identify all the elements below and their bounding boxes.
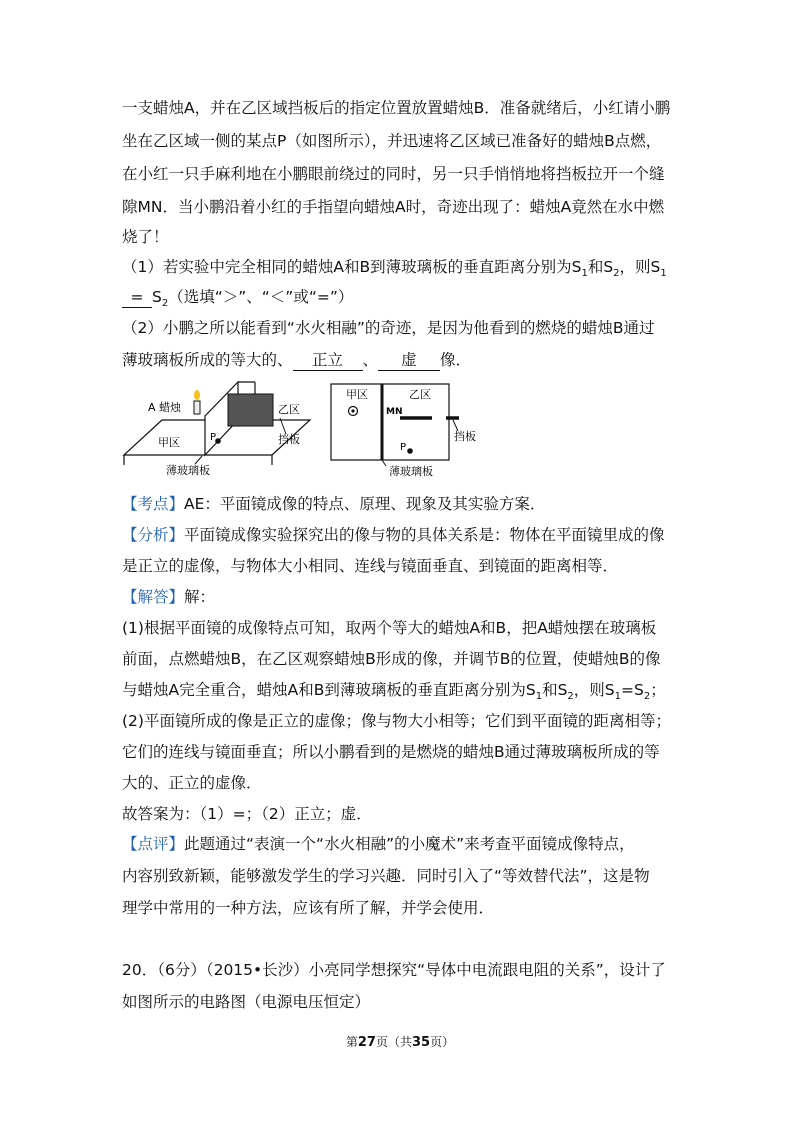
dianping-line-3: 理学中常用的一种方法，应该有所了解，并学会使用．	[122, 899, 495, 917]
intro-line-2: 坐在乙区域一侧的某点P（如图所示），并迅速将乙区域已准备好的蜡烛B点燃，	[122, 132, 662, 150]
footer-text: 第	[345, 1035, 358, 1049]
q2-end: 像．	[440, 351, 472, 369]
jieda-text: =S	[621, 681, 644, 699]
glass-pointer	[382, 460, 386, 466]
q2-answer-blank-2: 虚	[378, 350, 440, 371]
jieda-sub: 2	[567, 691, 574, 703]
footer-text: 页（共	[375, 1035, 412, 1049]
kaodian-tag: 【考点】	[122, 495, 185, 513]
candle-label: A 蜡烛	[148, 401, 182, 414]
question-2-line-2	[122, 345, 682, 375]
page-footer	[0, 1033, 800, 1050]
q1-sub: 2	[613, 268, 620, 280]
jieda-line-1: (1)根据平面镜的成像特点可知，取两个等大的蜡烛A和B，把A蜡烛摆在玻璃板	[122, 619, 657, 637]
question-20-line-2: 如图所示的电路图（电源电压恒定）	[122, 993, 371, 1011]
dianping-line-2: 内容别致新颖，能够激发学生的学习兴趣．同时引入了“等效替代法”，这是物	[122, 867, 650, 885]
fenxi-tag: 【分析】	[122, 526, 185, 544]
candle-a-center	[351, 409, 354, 412]
q1-sub: 1	[581, 268, 588, 280]
point-p-dot	[215, 438, 221, 444]
fenxi-text: 平面镜成像实验探究出的像与物的具体关系是：物体在平面镜里成的像	[184, 526, 665, 544]
q2-text: 薄玻璃板所成的等大的、	[122, 351, 293, 369]
glass-label: 薄玻璃板	[389, 465, 433, 478]
region-jia-label: 甲区	[158, 436, 180, 449]
question-20-line-1: 20．（6分）（2015•长沙）小亮同学想探究“导体中电流跟电阻的关系”，设计了	[122, 961, 666, 979]
q1-text: （1）若实验中完全相同的蜡烛A和B到薄玻璃板的垂直距离分别为S	[122, 258, 582, 276]
point-n-label: N	[395, 407, 403, 417]
jieda-text: ，则S	[573, 681, 615, 699]
kaodian-line	[122, 489, 682, 519]
point-p-label: P	[210, 432, 217, 443]
region-yi-label: 乙区	[409, 388, 431, 401]
jieda-text: 与蜡烛A完全重合，蜡烛A和B到薄玻璃板的垂直距离分别为S	[122, 681, 536, 699]
jieda-sub: 2	[643, 691, 651, 703]
point-m-label: M	[386, 407, 395, 417]
question-2-line-1: （2）小鹏之所以能看到“水火相融”的奇迹，是因为他看到的燃烧的蜡烛B通过	[122, 319, 655, 337]
figure-top-view	[326, 381, 496, 481]
q2-answer-blank-1: 正立	[293, 350, 363, 371]
glass-label: 薄玻璃板	[166, 464, 210, 477]
q1-sub: 2	[161, 298, 169, 310]
jieda-line-6: 大的、正立的虚像．	[122, 774, 262, 792]
jieda-sub: 1	[535, 691, 543, 703]
candle-flame	[194, 390, 200, 400]
q1-text: S	[152, 288, 162, 306]
kaodian-text: AE：平面镜成像的特点、原理、现象及其实验方案．	[184, 495, 546, 513]
q1-sub: 1	[660, 268, 667, 280]
q1-text: ，则S	[619, 258, 661, 276]
q1-text: 和S	[587, 258, 614, 276]
region-yi-label: 乙区	[278, 403, 300, 416]
jieda-sub: 1	[614, 691, 621, 703]
jieda-line-5: 它们的连线与镜面垂直；所以小鹏看到的是燃烧的蜡烛B通过薄玻璃板所成的等	[122, 743, 660, 761]
q1-options: （选填“＞”、“＜”或“=”）	[168, 288, 354, 306]
point-p-dot	[407, 448, 413, 454]
dianping-tag: 【点评】	[122, 835, 185, 853]
point-p-label: P	[400, 442, 407, 453]
jieda-text: ；	[650, 681, 666, 699]
jieda-head-text: 解：	[184, 588, 216, 606]
intro-line-4: 隙MN．当小鹏沿着小红的手指望向蜡烛A时，奇迹出现了：蜡烛A竟然在水中燃	[122, 198, 665, 216]
q2-sep: 、	[362, 351, 379, 369]
baffle-label: 挡板	[454, 430, 476, 443]
page-total: 35	[412, 1035, 431, 1050]
jieda-head	[122, 582, 682, 612]
fenxi-line-2: 是正立的虚像，与物体大小相同、连线与镜面垂直、到镜面的距离相等．	[122, 557, 619, 575]
jieda-line-2: 前面，点燃蜡烛B，在乙区观察蜡烛B形成的像，并调节B的位置，使蜡烛B的像	[122, 650, 661, 668]
baffle-label: 挡板	[278, 433, 300, 446]
glass-pointer	[195, 456, 202, 464]
jieda-line-4: (2)平面镜所成的像是正立的虚像；像与物大小相等；它们到平面镜的距离相等；	[122, 712, 671, 730]
q1-answer-blank: =	[122, 287, 152, 308]
intro-line-5: 烧了！	[122, 228, 169, 246]
baffle-block	[228, 394, 273, 426]
jieda-tag: 【解答】	[122, 588, 185, 606]
page-number: 27	[357, 1035, 376, 1050]
answer-line: 故答案为：（1）=；（2）正立；虚．	[122, 805, 372, 823]
figure-3d-setup	[120, 380, 320, 480]
region-jia-label: 甲区	[346, 388, 368, 401]
jieda-text: 和S	[542, 681, 568, 699]
intro-line-3: 在小红一只手麻利地在小鹏眼前绕过的同时，另一只手悄悄地将挡板拉开一个缝	[122, 165, 665, 183]
candle-a	[194, 401, 200, 414]
dianping-text: 此题通过“表演一个“水火相融”的小魔术”来考查平面镜成像特点，	[184, 835, 635, 853]
footer-text: 页）	[430, 1035, 455, 1049]
fenxi-line-1	[122, 520, 682, 550]
intro-line-1: 一支蜡烛A，并在乙区域挡板后的指定位置放置蜡烛B．准备就绪后，小红请小鹏	[122, 99, 671, 117]
dianping-line-1	[122, 829, 682, 859]
